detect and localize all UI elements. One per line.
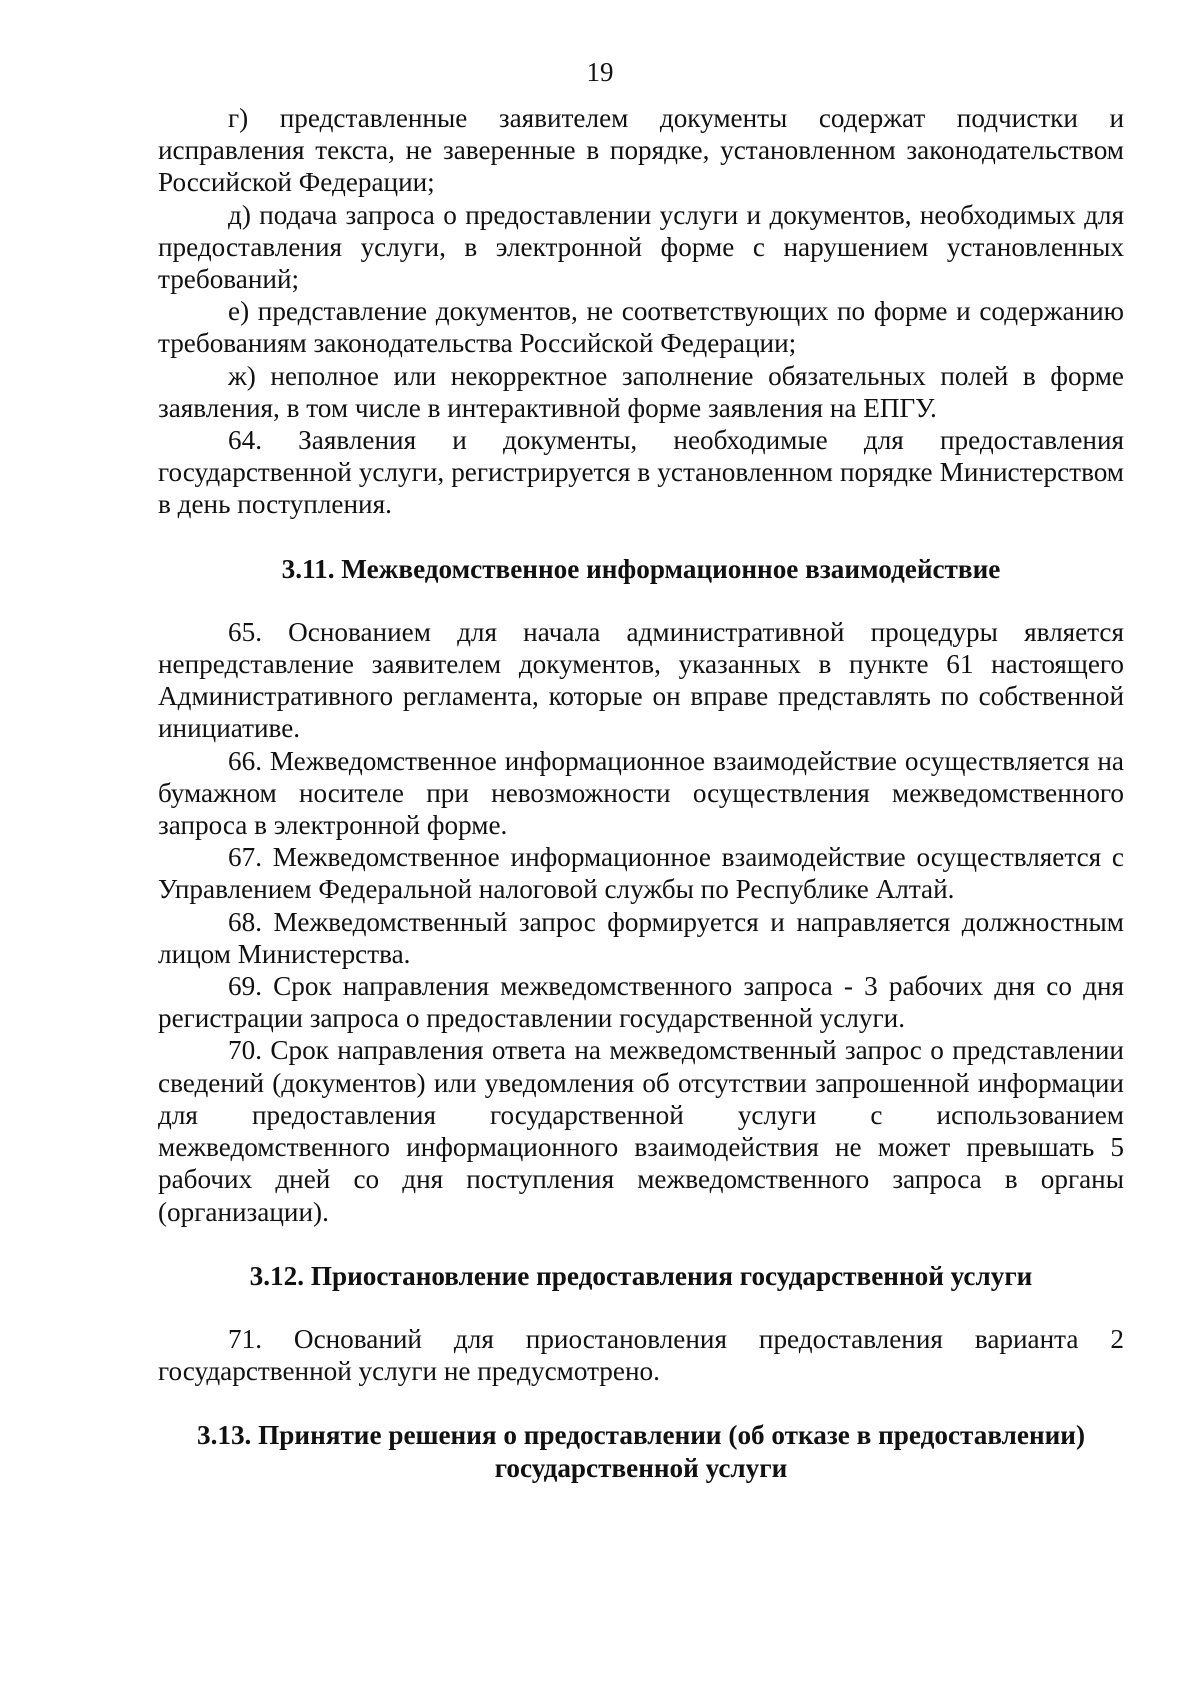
section-heading-3-13 [158, 1419, 1124, 1483]
paragraph-item-d: д) подача запроса о предоставлении услуги и документов, необходимых для предоставления услуги, в электронной форме с нарушением установленных требований; [158, 199, 1124, 295]
paragraph-64: 64. Заявления и документы, необходимые для предоставления государственной услуги, регистрируется в установленном порядке Министерством в день поступления. [158, 425, 1124, 520]
paragraph-item-g: г) представленные заявителем документы содержат подчистки и исправления текста, не заверенные в порядке, установленном законодательством Российской Федерации; [158, 103, 1124, 198]
paragraph-66: 66. Межведомственное информационное взаимодействие осуществляется на бумажном носителе при невозможности осуществления межведомственного запроса в электронной форме. [158, 745, 1124, 841]
page-number: 19 [586, 57, 614, 87]
paragraph-item-e: е) представление документов, не соответствующих по форме и содержанию требованиям законодательства Российской Федерации; [158, 296, 1124, 359]
section-heading-3-11: 3.11. Межведомственное информационное взаимодействие [281, 553, 1001, 584]
paragraph-70: 70. Срок направления ответа на межведомственный запрос о представлении сведений (документов) или уведомления об отсутствии запрошенной информации для предоставления государственной услуги с использованием межведомственного информационного взаимодействия не может превышать 5 рабочих дней со дня поступления межведомственного запроса в органы (организации). [158, 1035, 1124, 1227]
paragraph-68: 68. Межведомственный запрос формируется и направляется должностным лицом Министерства. [158, 906, 1124, 969]
section-heading-3-12: 3.12. Приостановление предоставления государственной услуги [249, 1260, 1033, 1291]
paragraph-69: 69. Срок направления межведомственного запроса - 3 рабочих дня со дня регистрации запроса о предоставлении государственной услуги. [158, 971, 1124, 1034]
paragraph-65: 65. Основанием для начала административной процедуры является непредставление заявителем документов, указанных в пункте 61 настоящего Административного регламента, которые он вправе представлять по собственной инициативе. [158, 616, 1124, 744]
section-heading-3-13-line1: 3.13. Принятие решения о предоставлении (об отказе в предоставлении) [196, 1420, 1086, 1451]
paragraph-item-zh: ж) неполное или некорректное заполнение обязательных полей в форме заявления, в том числе в интерактивной форме заявления на ЕПГУ. [158, 360, 1124, 423]
section-3-11-body [158, 616, 1124, 1228]
paragraph-67: 67. Межведомственное информационное взаимодействие осуществляется с Управлением Федеральной налоговой службы по Республике Алтай. [158, 842, 1124, 905]
document-body [158, 102, 1124, 1484]
section-3-12-body [158, 1323, 1124, 1387]
section-heading-3-13-line2: государственной услуги [494, 1452, 788, 1483]
paragraph-71: 71. Оснований для приостановления предоставления варианта 2 государственной услуги не предусмотрено. [158, 1323, 1124, 1387]
